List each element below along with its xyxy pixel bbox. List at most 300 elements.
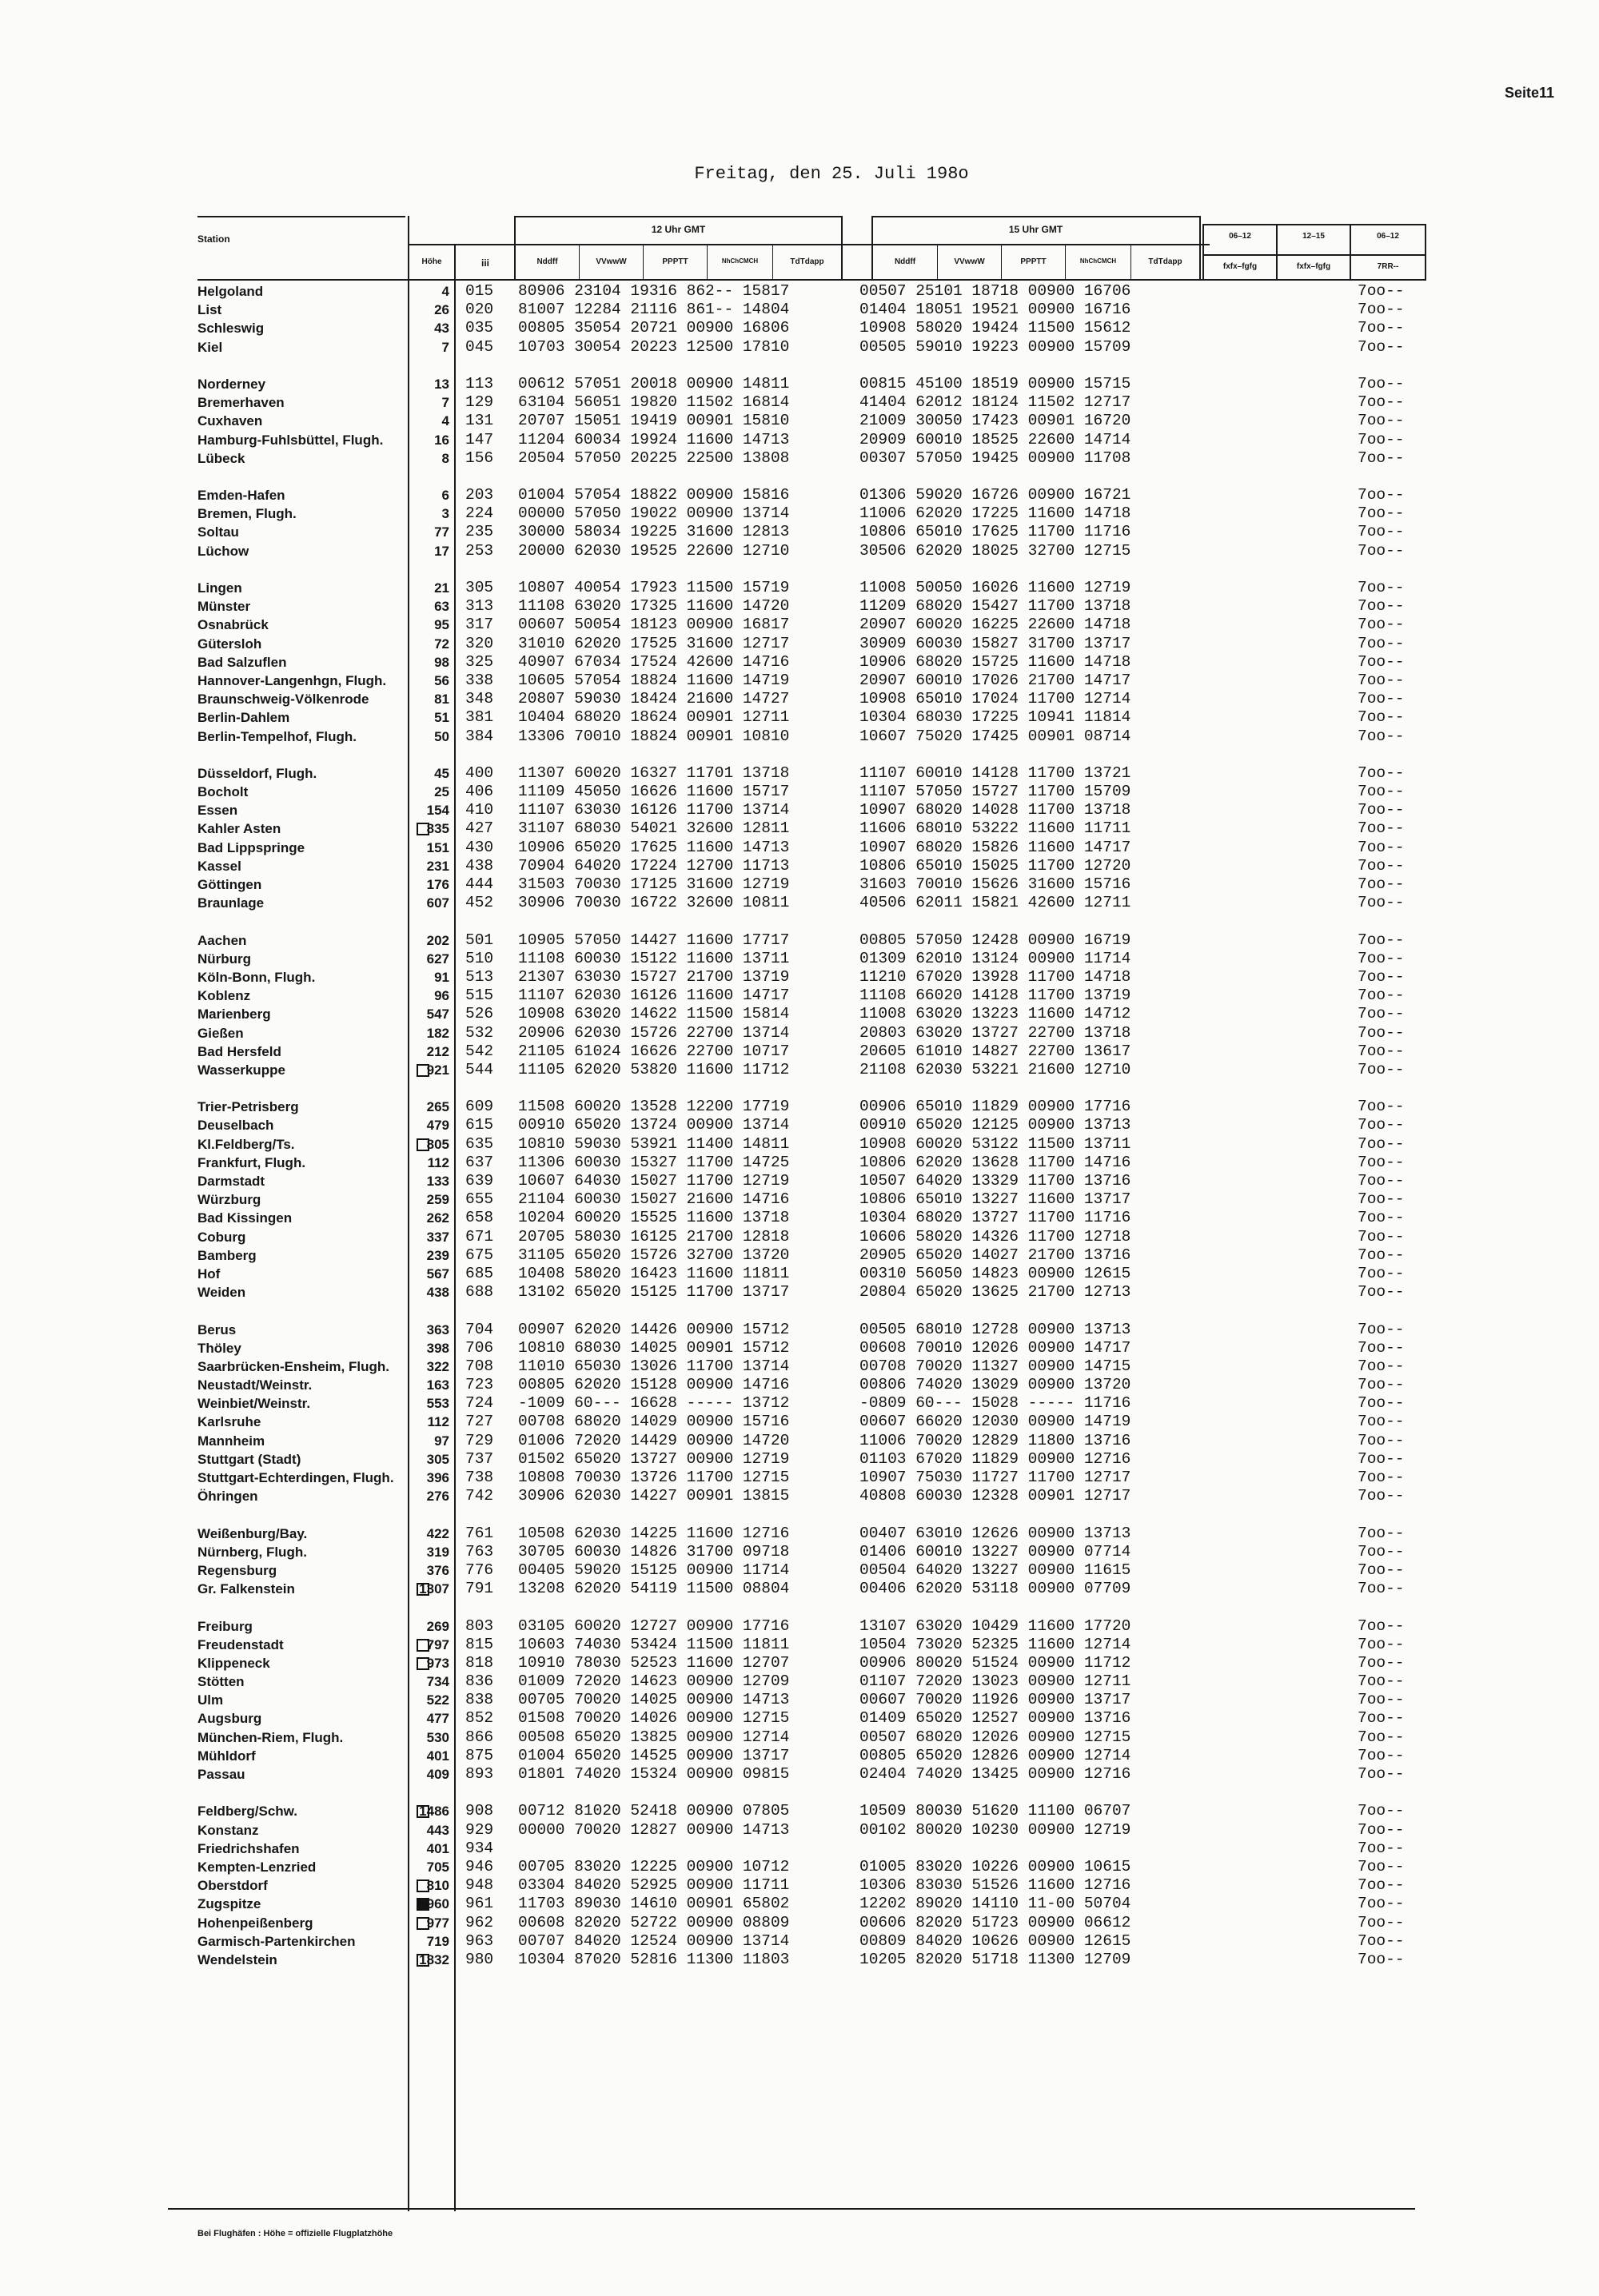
obs-15-values: 20909 60010 18525 22600 14714 (859, 430, 1131, 448)
obs-12-values: 20504 57050 20225 22500 13808 (518, 448, 790, 467)
header-station: Station (197, 233, 230, 245)
station-name: Köln-Bonn, Flugh. (197, 969, 316, 985)
rain-value: 7oo-- (1358, 1653, 1405, 1672)
obs-15-values: 00507 68020 12026 00900 12715 (859, 1728, 1131, 1746)
station-number: 671 (465, 1227, 494, 1246)
obs-12-values: 31010 62020 17525 31600 12717 (518, 634, 790, 652)
group-spacer (197, 468, 413, 486)
obs-15-values: 10504 73020 52325 11600 12714 (859, 1635, 1131, 1653)
station-height: 835 (426, 821, 449, 837)
station-number: 325 (465, 652, 494, 671)
header-12-uhr: 12 Uhr GMT (651, 224, 706, 235)
rain-value: 7oo-- (1358, 1913, 1405, 1931)
station-number: 615 (465, 1116, 494, 1134)
station-name: Augsburg (197, 1711, 262, 1727)
station-height: 805 (426, 1136, 449, 1152)
group-spacer (197, 560, 413, 579)
station-height: 530 (426, 1729, 449, 1745)
station-height: 438 (426, 1285, 449, 1301)
station-height: 734 (426, 1674, 449, 1690)
group-spacer (859, 560, 1130, 579)
obs-12-values: 00708 68020 14029 00900 15716 (518, 1413, 790, 1431)
station-name: Frankfurt, Flugh. (197, 1154, 306, 1170)
obs-15-values: 10205 82020 51718 11300 12709 (859, 1950, 1131, 1968)
group-spacer (1358, 560, 1405, 579)
group-spacer (197, 1301, 413, 1320)
station-height: 4 (441, 284, 449, 299)
obs-12-values: 80906 23104 19316 862-- 15817 (518, 282, 790, 300)
station-height: 163 (426, 1377, 449, 1393)
rain-value: 7oo-- (1358, 987, 1405, 1005)
station-height: 2960 (419, 1896, 449, 1912)
station-number: 510 (465, 949, 494, 967)
station-height: 265 (426, 1099, 449, 1115)
group-spacer (518, 1301, 789, 1320)
obs-12-values: 13208 62020 54119 11500 08804 (518, 1580, 790, 1598)
station-number: 384 (465, 727, 494, 745)
station-number: 724 (465, 1394, 494, 1413)
obs-15-values: 20605 61010 14827 22700 13617 (859, 1042, 1131, 1060)
obs-15-values: 00102 80020 10230 00900 12719 (859, 1820, 1131, 1839)
obs-15-values: 21009 30050 17423 00901 16720 (859, 412, 1131, 430)
station-number: 313 (465, 597, 494, 616)
station-name: Oberstdorf (197, 1876, 413, 1895)
station-name: Freudenstadt (197, 1636, 413, 1654)
obs-12-values: 20906 62030 15726 22700 13714 (518, 1023, 790, 1042)
obs-12-values: 11204 60034 19924 11600 14713 (518, 430, 790, 448)
obs-12-values: 11703 89030 14610 00901 65802 (518, 1895, 790, 1913)
rain-value: 7oo-- (1358, 1931, 1405, 1950)
obs-15-values: 10606 58020 14326 11700 12718 (859, 1227, 1131, 1246)
group-spacer (1358, 1784, 1405, 1802)
station-name: Wendelstein (197, 1951, 413, 1969)
obs-12-values: 30705 60030 14826 31700 09718 (518, 1542, 790, 1561)
rain-value: 7oo-- (1358, 1672, 1405, 1691)
rain-value: 7oo-- (1358, 1728, 1405, 1746)
frame-line (454, 244, 456, 2211)
station-number: 444 (465, 875, 494, 893)
group-spacer (518, 560, 789, 579)
frame-line (871, 216, 1200, 217)
station-name: Berlin-Tempelhof, Flugh. (197, 728, 357, 744)
rain-value: 7oo-- (1358, 1746, 1405, 1764)
station-name: Würzburg (197, 1192, 261, 1208)
station-name: Passau (197, 1767, 245, 1782)
obs-15-values: 00606 82020 51723 00900 06612 (859, 1913, 1131, 1931)
station-number: 708 (465, 1357, 494, 1375)
rain-value: 7oo-- (1358, 1431, 1405, 1449)
obs-12-values: 01004 65020 14525 00900 13717 (518, 1746, 790, 1764)
station-height: 396 (426, 1470, 449, 1485)
rain-value: 7oo-- (1358, 1209, 1405, 1227)
station-name: Lübeck (197, 450, 245, 466)
obs-15-values: 01306 59020 16726 00900 16721 (859, 486, 1131, 504)
group-spacer (518, 468, 789, 486)
station-name: Weißenburg/Bay. (197, 1525, 308, 1541)
group-spacer (400, 1301, 449, 1320)
station-number: 635 (465, 1134, 494, 1153)
header-rain-3b: 7RR-- (1377, 262, 1399, 271)
rain-value: 7oo-- (1358, 875, 1405, 893)
station-number: 875 (465, 1746, 494, 1764)
obs-15-values: 01107 72020 13023 00900 12711 (859, 1672, 1131, 1691)
obs-12-values: 10905 57050 14427 11600 17717 (518, 931, 790, 949)
rain-value: 7oo-- (1358, 1542, 1405, 1561)
rain-value: 7oo-- (1358, 1895, 1405, 1913)
obs-12-values: -1009 60--- 16628 ----- 13712 (518, 1394, 790, 1413)
station-name: Bad Lippspringe (197, 839, 305, 855)
obs-15-values: 00708 70020 11327 00900 14715 (859, 1357, 1131, 1375)
obs-15-values: 10607 75020 17425 00901 08714 (859, 727, 1131, 745)
obs-12-values: 00707 84020 12524 00900 13714 (518, 1931, 790, 1950)
station-height: 112 (427, 1154, 449, 1170)
station-number: 738 (465, 1469, 494, 1486)
station-number: 317 (465, 616, 494, 634)
station-name: Deuselbach (197, 1118, 274, 1134)
rain-value: 7oo-- (1358, 337, 1405, 356)
footnote: Bei Flughäfen : Höhe = offizielle Flugplatzhöhe (197, 2229, 393, 2238)
station-number: 532 (465, 1023, 494, 1042)
rain-value: 7oo-- (1358, 1227, 1405, 1246)
station-height: 319 (426, 1544, 449, 1560)
station-number: 224 (465, 504, 494, 523)
rain-value: 7oo-- (1358, 763, 1405, 782)
group-spacer (465, 1505, 493, 1524)
station-number: 637 (465, 1153, 494, 1171)
group-spacer (859, 1079, 1130, 1098)
station-name: Emden-Hafen (197, 488, 285, 504)
obs-12-values: 00000 57050 19022 00900 13714 (518, 504, 790, 523)
group-spacer (400, 468, 449, 486)
group-spacer (1358, 1301, 1405, 1320)
station-name: Osnabrück (197, 617, 269, 633)
station-number: 035 (465, 319, 494, 337)
station-height: 553 (426, 1396, 449, 1412)
station-height: 56 (434, 672, 449, 688)
station-height: 26 (434, 302, 449, 318)
station-number: 776 (465, 1561, 494, 1579)
station-name: Essen (197, 803, 238, 819)
station-name: Konstanz (197, 1822, 259, 1838)
station-height: 443 (426, 1822, 449, 1838)
station-number: 655 (465, 1190, 494, 1209)
station-number: 156 (465, 448, 494, 467)
obs-15-values: 30909 60030 15827 31700 13717 (859, 634, 1131, 652)
station-number: 129 (465, 393, 494, 412)
header-12-c1: Nddff (536, 257, 558, 266)
obs-12-values: 00907 62020 14426 00900 15712 (518, 1320, 790, 1338)
group-spacer (518, 1505, 789, 1524)
obs-12-values: 10304 87020 52816 11300 11803 (518, 1950, 790, 1968)
group-spacer (465, 746, 493, 764)
station-height: 276 (426, 1489, 449, 1505)
obs-12-column (518, 282, 789, 1969)
station-number: 113 (465, 374, 494, 393)
station-name: Friedrichshafen (197, 1840, 300, 1856)
obs-12-values: 10408 58020 16423 11600 11811 (518, 1264, 790, 1282)
obs-15-values: 10806 65010 17625 11700 11716 (859, 523, 1131, 541)
station-height: 77 (434, 524, 449, 540)
obs-12-values: 10404 68020 18624 00901 12711 (518, 708, 790, 727)
obs-12-values: 01502 65020 13727 00900 12719 (518, 1449, 790, 1468)
obs-15-values: 01005 83020 10226 00900 10615 (859, 1857, 1131, 1875)
station-name: Kiel (197, 339, 223, 355)
rain-value: 7oo-- (1358, 448, 1405, 467)
rain-value: 7oo-- (1358, 430, 1405, 448)
obs-12-values: 30906 62030 14227 00901 13815 (518, 1487, 790, 1505)
header-15-uhr: 15 Uhr GMT (1008, 224, 1063, 235)
station-number: 147 (465, 430, 494, 448)
group-spacer (859, 1784, 1130, 1802)
obs-15-values: 00906 80020 51524 00900 11712 (859, 1653, 1131, 1672)
obs-15-values: 00310 56050 14823 00900 12615 (859, 1264, 1131, 1282)
obs-15-values: 40506 62011 15821 42600 12711 (859, 894, 1131, 912)
station-number: 348 (465, 690, 494, 708)
group-spacer (1358, 468, 1405, 486)
obs-15-values: 00407 63010 12626 00900 13713 (859, 1524, 1131, 1542)
obs-15-values: 00910 65020 12125 00900 13713 (859, 1116, 1131, 1134)
rain-value: 7oo-- (1358, 1469, 1405, 1486)
station-name: Öhringen (197, 1489, 258, 1505)
obs-15-values: 00806 74020 13029 00900 13720 (859, 1376, 1131, 1394)
obs-15-values: 10908 65010 17024 11700 12714 (859, 690, 1131, 708)
group-spacer (465, 560, 493, 579)
group-spacer (197, 1505, 413, 1524)
group-spacer (400, 1079, 449, 1098)
station-number: 253 (465, 541, 494, 560)
rain-value: 7oo-- (1358, 1005, 1405, 1023)
station-height: 477 (426, 1711, 449, 1727)
rain-value: 7oo-- (1358, 1449, 1405, 1468)
obs-12-values: 11107 62030 16126 11600 14717 (518, 987, 790, 1005)
obs-15-values: 00608 70010 12026 00900 14717 (859, 1338, 1131, 1357)
obs-15-values: 01103 67020 11829 00900 12716 (859, 1449, 1131, 1468)
rain-value: 7oo-- (1358, 541, 1405, 560)
rain-value: 7oo-- (1358, 931, 1405, 949)
station-number: 544 (465, 1060, 494, 1078)
obs-15-values: 00815 45100 18519 00900 15715 (859, 374, 1131, 393)
header-rain-2: 12–15 (1302, 232, 1325, 241)
station-name: Stötten (197, 1674, 245, 1690)
obs-12-values: 10508 62030 14225 11600 12716 (518, 1524, 790, 1542)
rain-value: 7oo-- (1358, 1487, 1405, 1505)
station-number: 381 (465, 708, 494, 727)
station-height: 151 (426, 839, 449, 855)
obs-15-values: 13107 63020 10429 11600 17720 (859, 1616, 1131, 1635)
rain-value: 7oo-- (1358, 819, 1405, 838)
station-name: Darmstadt (197, 1174, 265, 1189)
rain-value: 7oo-- (1358, 301, 1405, 319)
frame-line (408, 244, 1210, 245)
obs-12-values: 01006 72020 14429 00900 14720 (518, 1431, 790, 1449)
obs-12-values: 20000 62030 19525 22600 12710 (518, 541, 790, 560)
rain-value: 7oo-- (1358, 1060, 1405, 1078)
group-spacer (400, 1784, 449, 1802)
station-number: 688 (465, 1283, 494, 1301)
obs-12-values: 00910 65020 13724 00900 13714 (518, 1116, 790, 1134)
obs-15-values: 10906 68020 15725 11600 14718 (859, 652, 1131, 671)
obs-12-values: 00612 57051 20018 00900 14811 (518, 374, 790, 393)
page-title: Freitag, den 25. Juli 198o (694, 164, 969, 184)
obs-15-values: -0809 60--- 15028 ----- 11716 (859, 1394, 1131, 1413)
station-name: Aachen (197, 932, 247, 948)
frame-line (197, 216, 405, 217)
obs-15-values: 40808 60030 12328 00901 12717 (859, 1487, 1131, 1505)
station-number: 452 (465, 894, 494, 912)
frame-line (1202, 254, 1426, 256)
station-name: Freiburg (197, 1618, 253, 1634)
station-name: Gießen (197, 1025, 244, 1041)
station-name: Trier-Petrisberg (197, 1099, 299, 1115)
station-name: Mannheim (197, 1433, 265, 1449)
rain-value: 7oo-- (1358, 1320, 1405, 1338)
rain-value: 7oo-- (1358, 1709, 1405, 1728)
obs-15-values: 10806 65010 15025 11700 12720 (859, 856, 1131, 875)
obs-12-values: 63104 56051 19820 11502 16814 (518, 393, 790, 412)
group-spacer (859, 746, 1130, 764)
group-spacer (197, 1598, 413, 1616)
obs-15-values: 12202 89020 14110 11-00 50704 (859, 1895, 1131, 1913)
station-number: 438 (465, 856, 494, 875)
obs-12-values: 13306 70010 18824 00901 10810 (518, 727, 790, 745)
header-rain-2b: fxfx–fgfg (1296, 262, 1331, 271)
obs-12-values: 31503 70030 17125 31600 12719 (518, 875, 790, 893)
station-number: 609 (465, 1098, 494, 1116)
station-number: 961 (465, 1895, 494, 1913)
header-12-c4: NhChCMCH (721, 257, 759, 265)
obs-12-values: 11307 60020 16327 11701 13718 (518, 763, 790, 782)
station-number: 934 (465, 1839, 494, 1857)
group-spacer (465, 912, 493, 931)
station-name: Bremen, Flugh. (197, 506, 297, 522)
station-name: Kassel (197, 858, 241, 874)
group-spacer (197, 746, 413, 764)
station-height: 567 (426, 1266, 449, 1282)
header-12-c3: PPPTT (662, 257, 688, 266)
group-spacer (518, 746, 789, 764)
footer-rule (168, 2208, 1415, 2210)
station-number: 963 (465, 1931, 494, 1950)
rain-value: 7oo-- (1358, 1134, 1405, 1153)
obs-12-values: 00805 35054 20721 00900 16806 (518, 319, 790, 337)
station-height: 401 (426, 1840, 449, 1856)
station-name: Braunlage (197, 895, 265, 911)
station-name: Nürburg (197, 951, 252, 967)
frame-line (1202, 224, 1426, 225)
obs-12-values: 10603 74030 53424 11500 11811 (518, 1635, 790, 1653)
station-height: 7 (441, 339, 449, 355)
station-height: 231 (426, 858, 449, 874)
obs-15-values: 11107 60010 14128 11700 13721 (859, 763, 1131, 782)
header-rain-1: 06–12 (1229, 232, 1251, 241)
obs-15-values: 10306 83030 51526 11600 12716 (859, 1876, 1131, 1895)
rain-value: 7oo-- (1358, 1802, 1405, 1820)
obs-12-values: 30000 58034 19225 31600 12813 (518, 523, 790, 541)
obs-12-values: 11010 65030 13026 11700 13714 (518, 1357, 790, 1375)
station-name: Hof (197, 1266, 221, 1282)
station-name: Saarbrücken-Ensheim, Flugh. (197, 1358, 389, 1374)
obs-15-values: 10507 64020 13329 11700 13716 (859, 1172, 1131, 1190)
group-spacer (197, 1784, 413, 1802)
obs-12-values: 00712 81020 52418 00900 07805 (518, 1802, 790, 1820)
station-height: 322 (426, 1358, 449, 1374)
rain-value: 7oo-- (1358, 949, 1405, 967)
station-height: 921 (426, 1062, 449, 1078)
obs-15-values (859, 1840, 1130, 1858)
rain-value: 7oo-- (1358, 1338, 1405, 1357)
obs-15-values: 00504 64020 13227 00900 11615 (859, 1561, 1131, 1579)
page-number: Seite11 (1504, 85, 1554, 101)
rain-value: 7oo-- (1358, 1765, 1405, 1783)
station-name: Bamberg (197, 1247, 257, 1263)
station-name: Weiden (197, 1285, 246, 1301)
obs-12-values: 00608 82020 52722 00900 08809 (518, 1913, 790, 1931)
station-height: 154 (426, 803, 449, 819)
obs-15-values: 01409 65020 12527 00900 13716 (859, 1709, 1131, 1728)
obs-12-values: 30906 70030 16722 32600 10811 (518, 894, 790, 912)
station-number: 737 (465, 1449, 494, 1468)
rain-value: 7oo-- (1358, 504, 1405, 523)
group-spacer (518, 1784, 789, 1802)
obs-12-values: 13102 65020 15125 11700 13717 (518, 1283, 790, 1301)
rain-value: 7oo-- (1358, 1616, 1405, 1635)
station-name: Bad Kissingen (197, 1210, 293, 1226)
group-spacer (197, 357, 413, 375)
station-name: Gütersloh (197, 636, 262, 652)
obs-15-values: 00906 65010 11829 00900 17716 (859, 1098, 1131, 1116)
station-height: 13 (434, 376, 449, 392)
obs-15-values: 10907 75030 11727 11700 12717 (859, 1469, 1131, 1486)
group-spacer (1358, 746, 1405, 764)
group-spacer (400, 912, 449, 931)
station-number: 131 (465, 412, 494, 430)
header-iii: iii (480, 257, 489, 269)
station-number: 980 (465, 1950, 494, 1968)
obs-12-values: 40907 67034 17524 42600 14716 (518, 652, 790, 671)
rain-value: 7oo-- (1358, 690, 1405, 708)
station-number: 658 (465, 1209, 494, 1227)
station-height: 409 (426, 1767, 449, 1782)
station-number: 338 (465, 671, 494, 689)
station-name: Weinbiet/Weinstr. (197, 1396, 311, 1412)
station-height: 97 (434, 1433, 449, 1449)
obs-15-values: 11008 50050 16026 11600 12719 (859, 579, 1131, 596)
station-name: Berus (197, 1321, 237, 1337)
station-name: Zugspitze (197, 1895, 413, 1913)
obs-12-values: 21307 63030 15727 21700 13719 (518, 967, 790, 986)
group-spacer (859, 357, 1130, 375)
station-height: 202 (426, 932, 449, 948)
station-name: Lingen (197, 580, 242, 596)
iii-column (465, 282, 493, 1969)
group-spacer (859, 912, 1130, 931)
obs-12-values: 20705 58030 16125 21700 12818 (518, 1227, 790, 1246)
obs-15-values: 11606 68010 53222 11600 11711 (859, 819, 1131, 838)
rain-value: 7oo-- (1358, 1246, 1405, 1264)
rain-value: 7oo-- (1358, 1153, 1405, 1171)
obs-15-values: 11006 70020 12829 11800 13716 (859, 1431, 1131, 1449)
rain-value: 7oo-- (1358, 486, 1405, 504)
station-name: Neustadt/Weinstr. (197, 1377, 313, 1393)
station-number: 235 (465, 523, 494, 541)
station-height: 607 (426, 895, 449, 911)
obs-12-values: 11105 62020 53820 11600 11712 (518, 1060, 790, 1078)
header-hoehe: Höhe (421, 257, 442, 266)
station-number: 513 (465, 967, 494, 986)
obs-15-values: 21108 62030 53221 21600 12710 (859, 1060, 1131, 1078)
group-spacer (859, 468, 1130, 486)
obs-15-values: 00809 84020 10626 00900 12615 (859, 1931, 1131, 1950)
